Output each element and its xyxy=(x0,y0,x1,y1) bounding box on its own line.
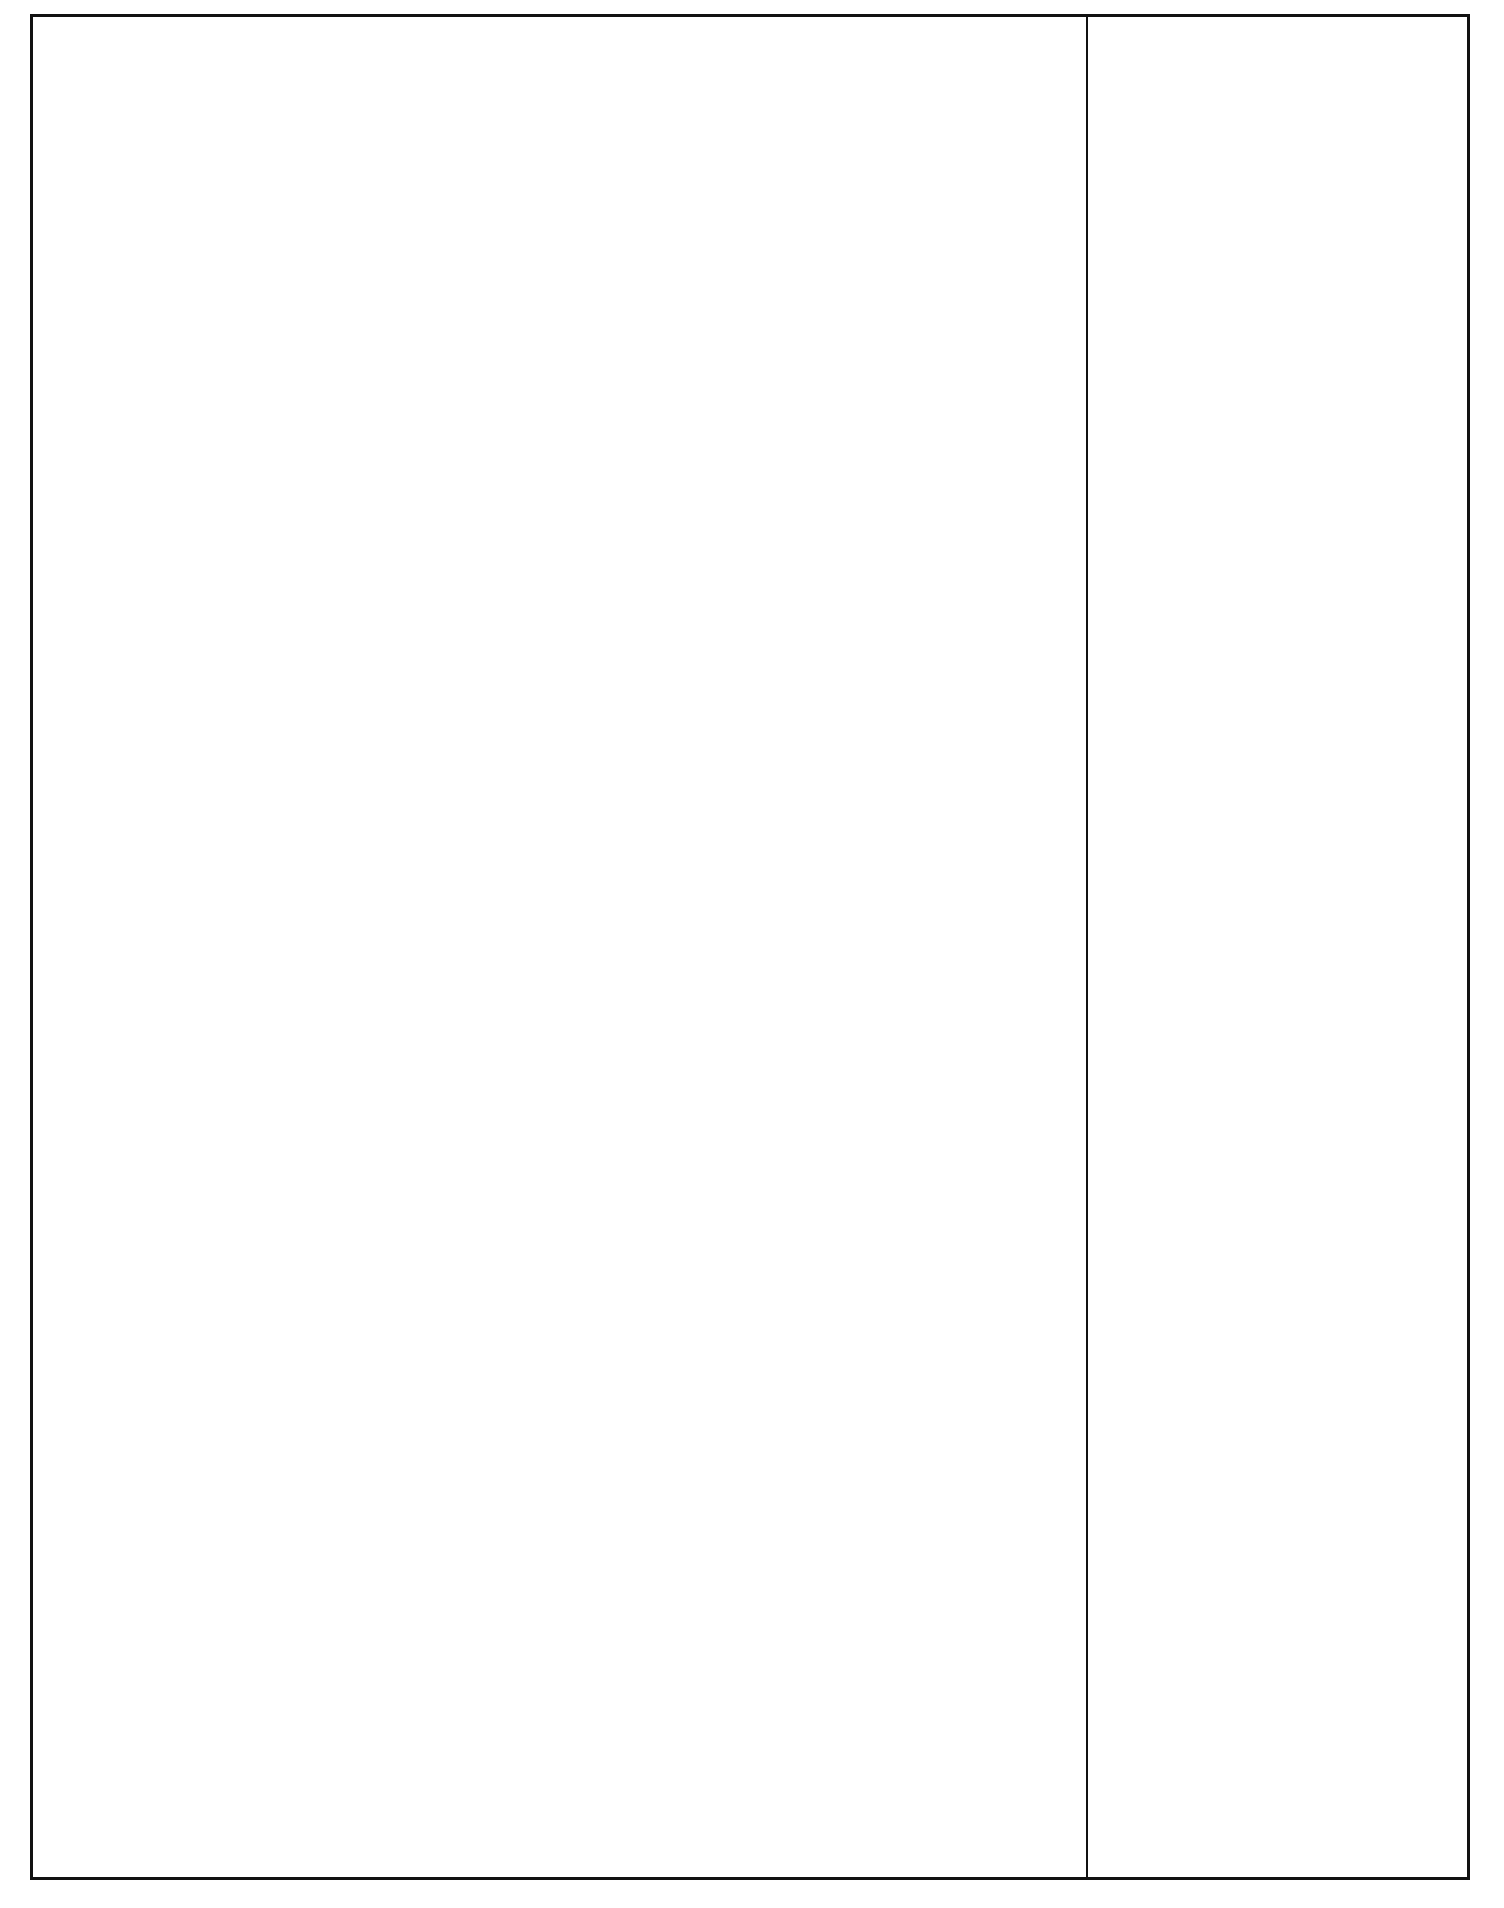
usage-column-divider xyxy=(1086,17,1088,1877)
special-service-tools-table xyxy=(30,14,1470,1880)
